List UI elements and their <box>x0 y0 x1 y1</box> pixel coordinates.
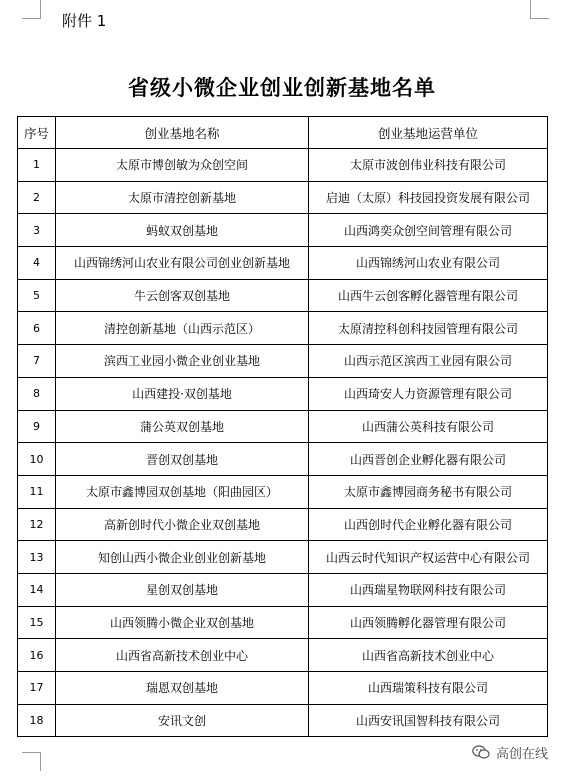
table-row <box>18 247 548 280</box>
operator-name: 山西创时代企业孵化器有限公司 <box>309 508 548 541</box>
table-row <box>18 672 548 705</box>
operator-name: 山西安讯国智科技有限公司 <box>309 704 548 737</box>
column-header-index: 序号 <box>18 117 56 149</box>
watermark-text: 高创在线 <box>495 747 548 762</box>
base-name: 蒲公英双创基地 <box>56 410 309 443</box>
operator-name: 山西示范区滨西工业园有限公司 <box>309 345 548 378</box>
row-index: 10 <box>18 443 56 476</box>
row-index: 1 <box>18 149 56 182</box>
row-index: 14 <box>18 573 56 606</box>
table-row <box>18 606 548 639</box>
operator-name: 山西云时代知识产权运营中心有限公司 <box>309 541 548 574</box>
crop-mark-top-left <box>22 0 41 19</box>
base-name: 太原市清控创新基地 <box>56 181 309 214</box>
base-name: 安讯文创 <box>56 704 309 737</box>
base-name: 星创双创基地 <box>56 573 309 606</box>
operator-name: 山西瑞星物联网科技有限公司 <box>309 573 548 606</box>
wechat-watermark <box>472 743 548 762</box>
operator-name: 太原市鑫博园商务秘书有限公司 <box>309 475 548 508</box>
base-name: 太原市博创敏为众创空间 <box>56 149 309 182</box>
base-name: 牛云创客双创基地 <box>56 279 309 312</box>
table-row <box>18 639 548 672</box>
operator-name: 山西鸿奕众创空间管理有限公司 <box>309 214 548 247</box>
table-row <box>18 149 548 182</box>
operator-name: 山西省高新技术创业中心 <box>309 639 548 672</box>
table-row <box>18 475 548 508</box>
operator-name: 山西瑞策科技有限公司 <box>309 672 548 705</box>
operator-name: 山西领腾孵化器管理有限公司 <box>309 606 548 639</box>
table-row <box>18 214 548 247</box>
row-index: 4 <box>18 247 56 280</box>
base-name: 知创山西小微企业创业创新基地 <box>56 541 309 574</box>
base-name: 蚂蚁双创基地 <box>56 214 309 247</box>
operator-name: 山西牛云创客孵化器管理有限公司 <box>309 279 548 312</box>
document-title: 省级小微企业创业创新基地名单 <box>128 76 436 100</box>
table-row <box>18 279 548 312</box>
operator-name: 启迪（太原）科技园投资发展有限公司 <box>309 181 548 214</box>
base-list-table <box>17 116 548 737</box>
row-index: 11 <box>18 475 56 508</box>
crop-mark-top-right <box>530 0 549 19</box>
table-header-row <box>18 117 548 149</box>
table-row <box>18 704 548 737</box>
table-row <box>18 410 548 443</box>
row-index: 8 <box>18 377 56 410</box>
base-name: 晋创双创基地 <box>56 443 309 476</box>
operator-name: 山西琦安人力资源管理有限公司 <box>309 377 548 410</box>
operator-name: 太原市波创伟业科技有限公司 <box>309 149 548 182</box>
row-index: 2 <box>18 181 56 214</box>
row-index: 16 <box>18 639 56 672</box>
base-name: 山西省高新技术创业中心 <box>56 639 309 672</box>
operator-name: 太原清控科创科技园管理有限公司 <box>309 312 548 345</box>
row-index: 7 <box>18 345 56 378</box>
row-index: 15 <box>18 606 56 639</box>
column-header-base-name: 创业基地名称 <box>56 117 309 149</box>
base-name: 瑞恩双创基地 <box>56 672 309 705</box>
table-row <box>18 443 548 476</box>
operator-name: 山西锦绣河山农业有限公司 <box>309 247 548 280</box>
base-name: 高新创时代小微企业双创基地 <box>56 508 309 541</box>
operator-name: 山西晋创企业孵化器有限公司 <box>309 443 548 476</box>
row-index: 3 <box>18 214 56 247</box>
table-row <box>18 508 548 541</box>
base-name: 滨西工业园小微企业创业基地 <box>56 345 309 378</box>
row-index: 13 <box>18 541 56 574</box>
table-row <box>18 541 548 574</box>
row-index: 9 <box>18 410 56 443</box>
table-row <box>18 573 548 606</box>
base-name: 清控创新基地（山西示范区） <box>56 312 309 345</box>
table-row <box>18 377 548 410</box>
row-index: 12 <box>18 508 56 541</box>
base-name: 山西锦绣河山农业有限公司创业创新基地 <box>56 247 309 280</box>
attachment-label: 附件 1 <box>62 12 107 30</box>
table-row <box>18 181 548 214</box>
operator-name: 山西蒲公英科技有限公司 <box>309 410 548 443</box>
base-name: 山西建投·双创基地 <box>56 377 309 410</box>
table-row <box>18 312 548 345</box>
base-name: 太原市鑫博园双创基地（阳曲园区） <box>56 475 309 508</box>
row-index: 5 <box>18 279 56 312</box>
row-index: 17 <box>18 672 56 705</box>
row-index: 6 <box>18 312 56 345</box>
row-index: 18 <box>18 704 56 737</box>
table-row <box>18 345 548 378</box>
wechat-icon <box>472 745 490 760</box>
column-header-operator: 创业基地运营单位 <box>309 117 548 149</box>
base-name: 山西领腾小微企业双创基地 <box>56 606 309 639</box>
crop-mark-bottom-left <box>22 752 41 771</box>
